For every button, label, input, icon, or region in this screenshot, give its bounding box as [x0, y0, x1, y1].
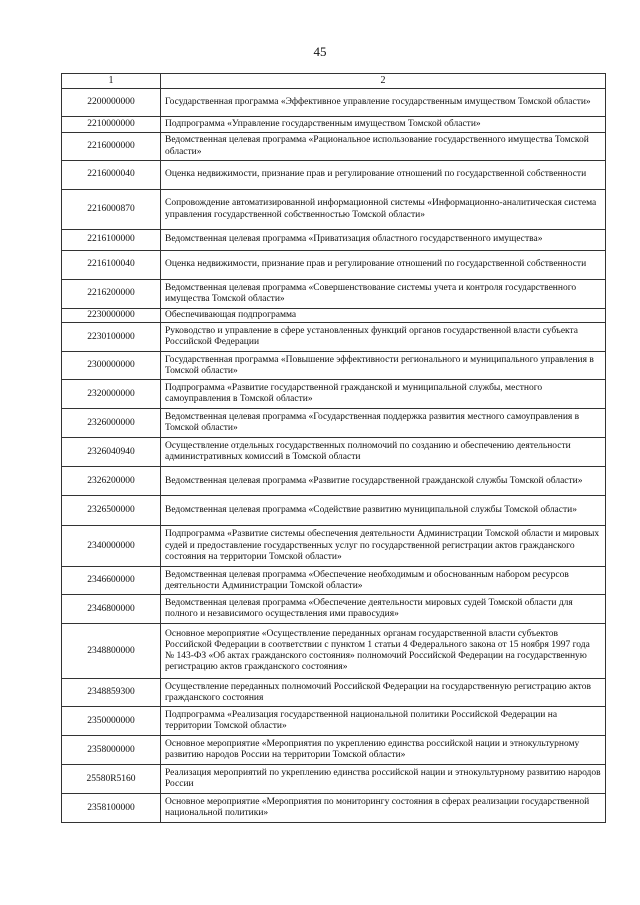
row-name: Ведомственная целевая программа «Развитие государственной гражданской службы Томской области» [161, 467, 606, 496]
row-code: 25580R5160 [62, 765, 161, 794]
row-code: 2216000870 [62, 190, 161, 230]
table-row [62, 409, 606, 438]
row-name: Обеспечивающая подпрограмма [161, 309, 606, 323]
table-row [62, 496, 606, 526]
column-header-code: 1 [62, 74, 161, 89]
row-name: Руководство и управление в сфере установленных функций органов государственной власти субъекта Российской Федерации [161, 323, 606, 352]
row-name: Ведомственная целевая программа «Приватизация областного государственного имущества» [161, 230, 606, 251]
row-code: 2340000000 [62, 526, 161, 567]
table-row [62, 352, 606, 380]
row-name: Реализация мероприятий по укреплению единства российской нации и этнокультурному развитию народов России [161, 765, 606, 794]
table-row [62, 794, 606, 823]
row-name: Основное мероприятие «Мероприятия по мониторингу состояния в сферах реализации государственной национальной политики» [161, 794, 606, 823]
row-code: 2200000000 [62, 89, 161, 117]
row-name: Осуществление переданных полномочий Российской Федерации на государственную регистрацию актов гражданского состояния [161, 679, 606, 707]
row-code: 2216100040 [62, 251, 161, 280]
table-row [62, 230, 606, 251]
table-row [62, 765, 606, 794]
table-row [62, 251, 606, 280]
table-row [62, 467, 606, 496]
table-row [62, 133, 606, 161]
row-name: Подпрограмма «Управление государственным имуществом Томской области» [161, 117, 606, 133]
row-code: 2348859300 [62, 679, 161, 707]
row-name: Осуществление отдельных государственных полномочий по созданию и обеспечению деятельности административных комиссий в Томской области [161, 438, 606, 467]
table-header-row [62, 74, 606, 89]
row-name: Ведомственная целевая программа «Обеспечение деятельности мировых судей Томской области для полного и независимого осуществления ими правосудия» [161, 595, 606, 624]
table-row [62, 707, 606, 736]
row-name: Государственная программа «Повышение эффективности регионального и муниципального управления в Томской области» [161, 352, 606, 380]
row-code: 2230000000 [62, 309, 161, 323]
row-code: 2346800000 [62, 595, 161, 624]
table-row [62, 624, 606, 679]
table-row [62, 280, 606, 309]
table-row [62, 89, 606, 117]
row-code: 2216000000 [62, 133, 161, 161]
row-name: Ведомственная целевая программа «Обеспечение необходимым и обоснованным набором ресурсов деятельности Администрации Томской области» [161, 567, 606, 595]
row-name: Оценка недвижимости, признание прав и регулирование отношений по государственной собственности [161, 161, 606, 190]
table-row [62, 679, 606, 707]
row-code: 2216200000 [62, 280, 161, 309]
row-code: 2346600000 [62, 567, 161, 595]
table-row [62, 309, 606, 323]
budget-code-table [61, 73, 606, 823]
row-name: Подпрограмма «Реализация государственной национальной политики Российской Федерации на территории Томской области» [161, 707, 606, 736]
table-row [62, 190, 606, 230]
table-row [62, 323, 606, 352]
row-code: 2216000040 [62, 161, 161, 190]
row-name: Государственная программа «Эффективное управление государственным имуществом Томской области» [161, 89, 606, 117]
column-header-name: 2 [161, 74, 606, 89]
table-row [62, 438, 606, 467]
table-row [62, 567, 606, 595]
row-name: Подпрограмма «Развитие системы обеспечения деятельности Администрации Томской области и мировых судей и предоставление государственных услуг по государственной регистрации актов гражданского состояния на территории Томской области» [161, 526, 606, 567]
row-code: 2326000000 [62, 409, 161, 438]
row-name: Ведомственная целевая программа «Содействие развитию муниципальной службы Томской области» [161, 496, 606, 526]
row-name: Оценка недвижимости, признание прав и регулирование отношений по государственной собственности [161, 251, 606, 280]
row-code: 2320000000 [62, 380, 161, 409]
row-name: Ведомственная целевая программа «Рациональное использование государственного имущества Томской области» [161, 133, 606, 161]
row-name: Подпрограмма «Развитие государственной гражданской и муниципальной службы, местного самоуправления в Томской области» [161, 380, 606, 409]
page-number: 45 [313, 44, 327, 59]
row-code: 2326500000 [62, 496, 161, 526]
row-code: 2230100000 [62, 323, 161, 352]
row-code: 2358000000 [62, 736, 161, 765]
table-row [62, 117, 606, 133]
row-name: Основное мероприятие «Мероприятия по укреплению единства российской нации и этнокультурному развитию народов России на территории Томской области» [161, 736, 606, 765]
row-code: 2326200000 [62, 467, 161, 496]
row-code: 2216100000 [62, 230, 161, 251]
row-code: 2348800000 [62, 624, 161, 679]
table-row [62, 736, 606, 765]
table-row [62, 380, 606, 409]
row-code: 2326040940 [62, 438, 161, 467]
row-code: 2358100000 [62, 794, 161, 823]
row-name: Ведомственная целевая программа «Совершенствование системы учета и контроля государственного имущества Томской области» [161, 280, 606, 309]
row-name: Ведомственная целевая программа «Государственная поддержка развития местного самоуправления в Томской области» [161, 409, 606, 438]
row-code: 2210000000 [62, 117, 161, 133]
row-code: 2300000000 [62, 352, 161, 380]
row-code: 2350000000 [62, 707, 161, 736]
row-name: Основное мероприятие «Осуществление переданных органам государственной власти субъектов Российской Федерации в соответствии с пунктом 1 статьи 4 Федерального закона от 15 ноября 1997 года № 143-ФЗ «Об актах гражданского состояния» полномочий Российской Федерации на государственную регистрацию актов гражданского состояния» [161, 624, 606, 679]
table-row [62, 526, 606, 567]
row-name: Сопровождение автоматизированной информационной системы «Информационно-аналитическая система управления государственной собственностью Томской области» [161, 190, 606, 230]
table-row [62, 595, 606, 624]
table-row [62, 161, 606, 190]
